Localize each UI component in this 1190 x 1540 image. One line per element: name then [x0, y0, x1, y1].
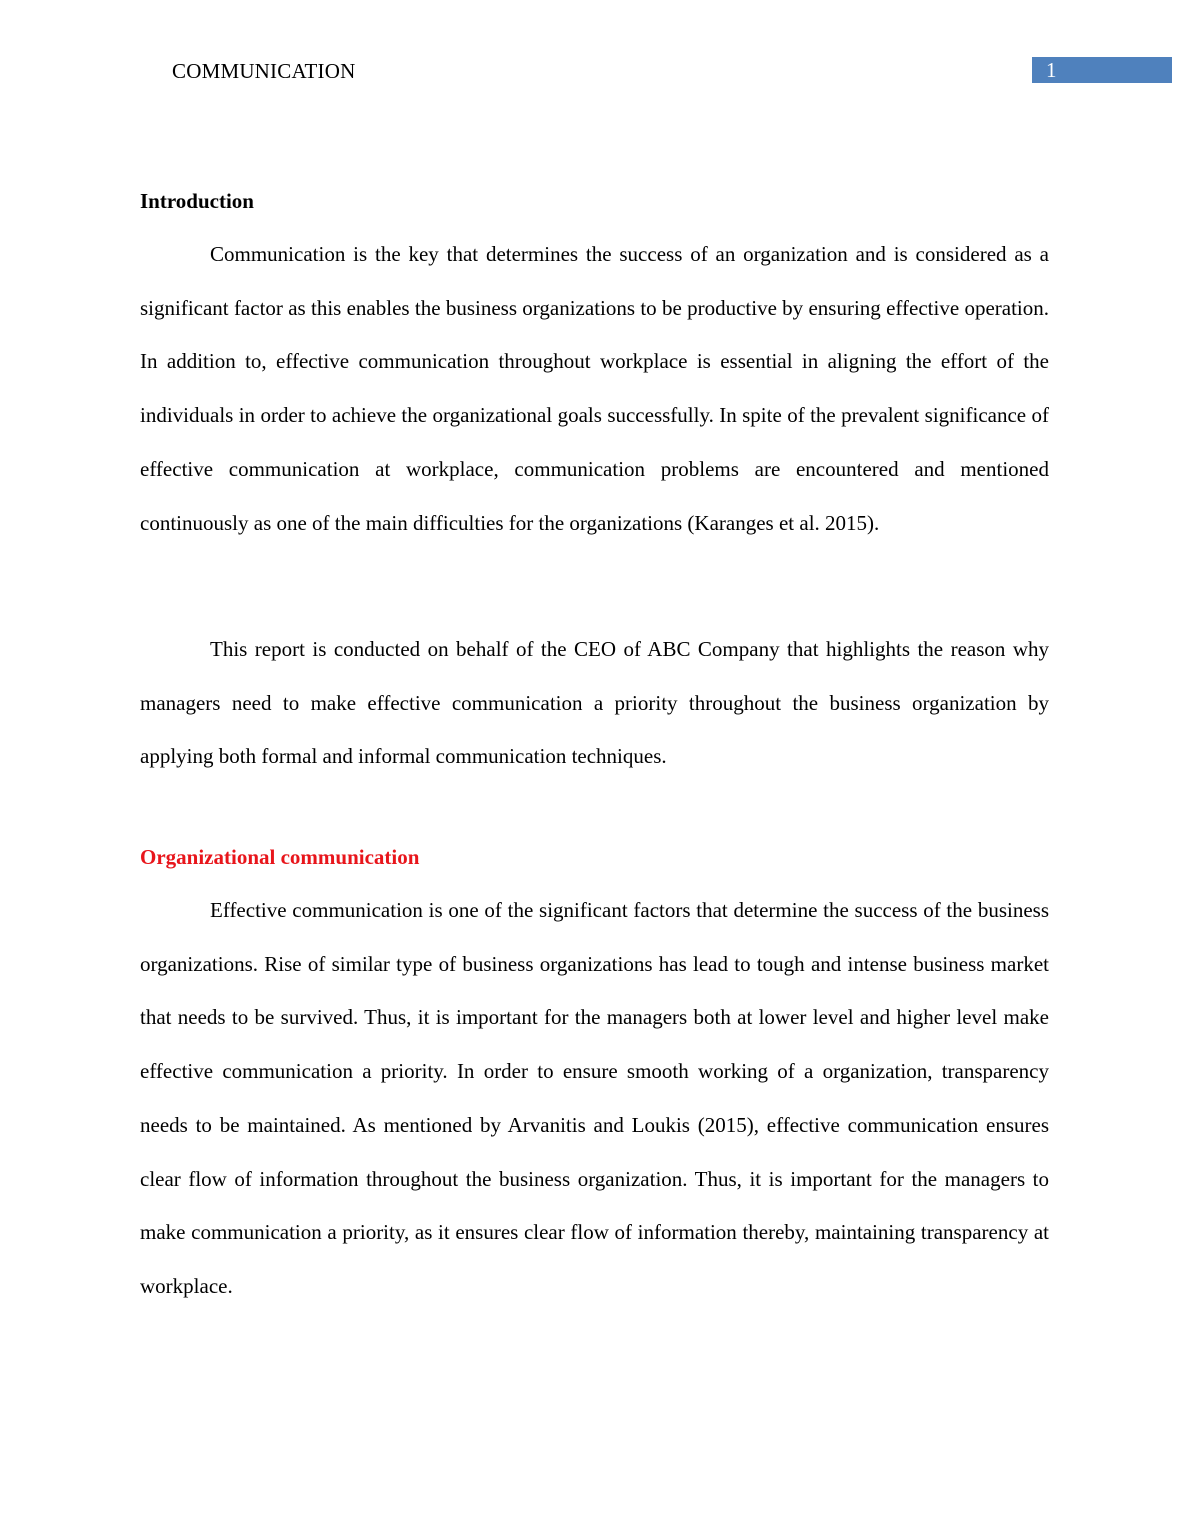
introduction-paragraph-2: [140, 623, 1049, 784]
running-head: COMMUNICATION: [172, 59, 356, 83]
paragraph-text: Effective communication is one of the significant factors that determine the success of the business organizations. Rise of similar type of business organizations has lead to tough and intense business market that needs to be survived. Thus, it is important for the managers both at lower level and higher level make effective communication a priority. In order to ensure smooth working of a organization, transparency needs to be maintained. As mentioned by Arvanitis and Loukis (2015), effective communication ensures clear flow of information throughout the business organization. Thus, it is important for the managers to make communication a priority, as it ensures clear flow of information thereby, maintaining transparency at workplace.: [140, 898, 1049, 1298]
introduction-paragraph-1: [140, 228, 1049, 550]
paragraph-text: Communication is the key that determines the success of an organization and is considered as a significant factor as this enables the business organizations to be productive by ensuring effective operation. In addition to, effective communication throughout workplace is essential in aligning the effort of the individuals in order to achieve the organizational goals successfully. In spite of the prevalent significance of effective communication at workplace, communication problems are encountered and mentioned continuously as one of the main difficulties for the organizations (Karanges et al. 2015).: [140, 242, 1049, 535]
page-number: 1: [1046, 58, 1057, 82]
page-number-box: [1032, 57, 1172, 83]
section-heading-organizational-communication: Organizational communication: [140, 845, 420, 869]
section-heading-introduction: Introduction: [140, 189, 254, 213]
organizational-communication-paragraph-1: [140, 884, 1049, 1314]
paragraph-text: This report is conducted on behalf of the CEO of ABC Company that highlights the reason why managers need to make effective communication a priority throughout the business organization by applying both formal and informal communication techniques.: [140, 637, 1049, 769]
